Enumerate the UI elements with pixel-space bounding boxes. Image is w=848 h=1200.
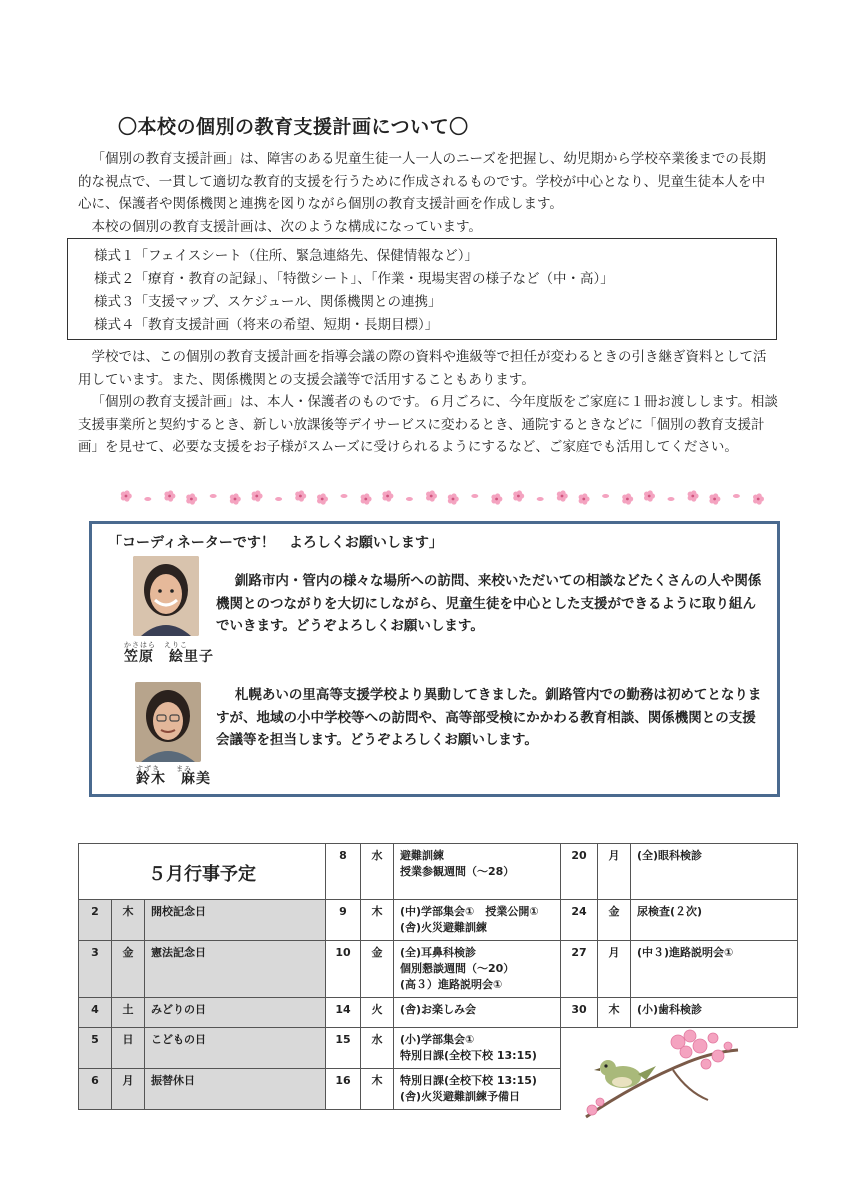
cherry-blossom-center-icon [386, 495, 389, 498]
cherry-blossom-icon [757, 493, 762, 498]
petal-icon [275, 497, 282, 501]
cherry-blossom-icon [168, 490, 173, 495]
ruby-text-1: かさはら えりこ [124, 641, 188, 649]
cal-day: 9 [326, 900, 361, 941]
cherry-blossom-center-icon [168, 495, 171, 498]
coordinator-name-2: 鈴木 麻美 [136, 771, 211, 787]
cherry-blossom-icon [255, 490, 260, 495]
cal-event-line: (高３）進路説明会① [400, 978, 503, 991]
usage-section [78, 346, 778, 459]
petal-icon [210, 494, 217, 498]
cherry-blossom-icon [386, 490, 391, 495]
cal-weekday: 木 [361, 1069, 394, 1110]
cal-weekday: 月 [598, 844, 631, 900]
cherry-blossom-center-icon [299, 495, 302, 498]
cherry-blossom-icon [451, 493, 456, 498]
cal-event: (中３)進路説明会① [631, 941, 798, 998]
cherry-blossom-icon [691, 490, 696, 495]
cal-weekday: 日 [112, 1028, 145, 1069]
cal-event: (全)眼科検診 [631, 844, 798, 900]
cal-weekday: 金 [361, 941, 394, 998]
cal-event [394, 844, 561, 900]
cherry-blossom-icon [626, 493, 631, 498]
cal-day: 16 [326, 1069, 361, 1110]
cherry-blossom-icon [233, 493, 238, 498]
person-photo-icon [133, 556, 199, 636]
cal-event-line: (全)耳鼻科検診 [400, 946, 477, 959]
cherry-blossom-divider-icon [118, 486, 768, 508]
cal-weekday: 火 [361, 998, 394, 1028]
cherry-blossom-icon [495, 493, 500, 498]
page-title: 〇本校の個別の教育支援計画について〇 [118, 116, 469, 138]
coordinator-photo-1 [133, 556, 199, 636]
cal-event [394, 900, 561, 941]
calendar-title: ５月行事予定 [79, 844, 326, 900]
petal-icon [471, 494, 478, 498]
cherry-blossom-center-icon [255, 495, 258, 498]
cal-weekday: 水 [361, 1028, 394, 1069]
cal-day: 15 [326, 1028, 361, 1069]
petal-icon [537, 497, 544, 501]
cal-event-line: (中)学部集会① 授業公開① [400, 905, 539, 918]
cherry-blossom-center-icon [757, 498, 760, 501]
coordinator-photo-2 [135, 682, 201, 762]
cal-weekday: 金 [112, 941, 145, 998]
cal-event [394, 1028, 561, 1069]
coordinator-heading: 「コーディネーターです！ よろしくお願いします」 [108, 535, 443, 551]
intro-section [78, 148, 778, 238]
usage-paragraph-1: 学校では、この個別の教育支援計画を指導会議の際の資料や進級等で担任が変わるときの引き継ぎ資料として活用しています。また、関係機関との支援会議等で活用することもあります。 [78, 349, 767, 388]
cherry-blossom-center-icon [125, 495, 128, 498]
cal-weekday: 水 [361, 844, 394, 900]
cherry-blossom-icon [124, 490, 129, 495]
form-item-1: 様式１「フェイスシート（住所、緊急連絡先、保健情報など）」 [94, 248, 478, 264]
bird-on-branch-icon [578, 1022, 743, 1122]
cal-event: (舎)お楽しみ会 [394, 998, 561, 1028]
cal-event: 開校記念日 [145, 900, 326, 941]
cal-day: 3 [79, 941, 112, 998]
cal-day: 24 [561, 900, 598, 941]
cal-weekday: 月 [598, 941, 631, 998]
cal-day: 2 [79, 900, 112, 941]
ruby-text-2: すずき まみ [136, 765, 193, 773]
cal-event: 憲法記念日 [145, 941, 326, 998]
cherry-blossom-center-icon [691, 495, 694, 498]
cal-day: 5 [79, 1028, 112, 1069]
intro-paragraph-2: 本校の個別の教育支援計画は、次のような構成になっています。 [91, 218, 482, 235]
cal-day: 14 [326, 998, 361, 1028]
cal-weekday: 金 [598, 900, 631, 941]
petal-icon [144, 497, 151, 501]
cherry-blossom-icon [582, 493, 587, 498]
cal-weekday: 木 [112, 900, 145, 941]
cherry-blossom-center-icon [234, 498, 237, 501]
cal-event [394, 941, 561, 998]
cherry-blossom-icon [713, 493, 718, 498]
cherry-blossom-icon [517, 490, 522, 495]
cherry-blossom-center-icon [582, 498, 585, 501]
cal-day: 20 [561, 844, 598, 900]
intro-paragraph-1: 「個別の教育支援計画」は、障害のある児童生徒一人一人のニーズを把握し、幼児期から学校卒業後までの長期的な視点で、一貫して適切な教育的支援を行うために作成されるものです。学校が中心となり、児童生徒本人を中心に、保護者や関係機関と連携を図りながら個別の教育支援計画を作成します。 [78, 151, 766, 212]
cherry-blossom-center-icon [648, 495, 651, 498]
petal-icon [733, 494, 740, 498]
cherry-blossom-icon [430, 490, 435, 495]
cherry-blossom-center-icon [713, 498, 716, 501]
usage-paragraph-2: 「個別の教育支援計画」は、本人・保護者のものです。６月ごろに、今年度版をご家庭に１冊お渡しします。相談支援事業所と契約するとき、新しい放課後等デイサービスに変わるとき、通院するときなどに「個別の教育支援計画」を見せて、必要な支援をお子様がスムーズに受けられるようにするなど、ご家庭でも活用してください。 [78, 394, 778, 455]
cal-event-line: 特別日課(全校下校 13:15) [400, 1049, 537, 1062]
petal-icon [602, 494, 609, 498]
cal-event: こどもの日 [145, 1028, 326, 1069]
cherry-blossom-center-icon [626, 498, 629, 501]
cherry-blossom-center-icon [517, 495, 520, 498]
cal-day: 27 [561, 941, 598, 998]
petal-icon [406, 497, 413, 501]
cal-event-line: (小)学部集会① [400, 1033, 475, 1046]
cal-day: 4 [79, 998, 112, 1028]
cal-day: 8 [326, 844, 361, 900]
cherry-blossom-center-icon [452, 498, 455, 501]
coordinator-message-2: 札幌あいの里高等支援学校より異動してきました。釧路管内での勤務は初めてとなりますが、地域の小中学校等への訪問や、高等部受検にかかわる教育相談、関係機関との支援会議等を担当します。どうぞよろしくお願いします。 [216, 687, 762, 748]
cherry-blossom-icon [364, 493, 369, 498]
petal-icon [668, 497, 675, 501]
cal-weekday: 木 [361, 900, 394, 941]
cherry-blossom-center-icon [190, 498, 193, 501]
cal-event-line: (舎)火災避難訓練 [400, 921, 488, 934]
cal-day: 6 [79, 1069, 112, 1110]
cherry-blossom-icon [560, 490, 565, 495]
cal-weekday: 土 [112, 998, 145, 1028]
petal-icon [341, 494, 348, 498]
cal-weekday: 月 [112, 1069, 145, 1110]
cherry-blossom-center-icon [364, 498, 367, 501]
cherry-blossom-center-icon [321, 498, 324, 501]
cal-day: 10 [326, 941, 361, 998]
cherry-blossom-icon [648, 490, 653, 495]
form-item-4: 様式４「教育支援計画（将来の希望、短期・長期目標）」 [94, 317, 439, 333]
cherry-blossom-icon [190, 493, 195, 498]
cherry-blossom-center-icon [495, 498, 498, 501]
cal-weekday: 木 [598, 998, 631, 1028]
cal-event [394, 1069, 561, 1110]
coordinator-message-1: 釧路市内・管内の様々な場所への訪問、来校いただいての相談などたくさんの人や関係機関とのつながりを大切にしながら、児童生徒を中心とした支援ができるように取り組んでいきます。どうぞよろしくお願いします。 [216, 573, 762, 634]
coordinator-name-1: 笠原 絵里子 [124, 649, 214, 665]
cherry-blossom-icon [299, 490, 304, 495]
cal-event-line: (舎)火災避難訓練予備日 [400, 1090, 521, 1103]
cherry-blossom-center-icon [430, 495, 433, 498]
form-item-3: 様式３「支援マップ、スケジュール、関係機関との連携」 [94, 294, 442, 310]
cherry-blossom-center-icon [561, 495, 564, 498]
cal-event: みどりの日 [145, 998, 326, 1028]
cal-event: (小)歯科検診 [631, 998, 798, 1028]
cherry-blossom-icon [321, 493, 326, 498]
cal-event: 尿検査(２次) [631, 900, 798, 941]
person-photo-icon [135, 682, 201, 762]
form-item-2: 様式２「療育・教育の記録」、「特徴シート」、「作業・現場実習の様子など（中・高）」 [94, 271, 614, 287]
cal-event-line: 授業参観週間（～28） [400, 865, 515, 878]
form-list-box [67, 238, 777, 340]
cal-event-line: 特別日課(全校下校 13:15) [400, 1074, 537, 1087]
cal-event-line: 個別懇談週間（～20） [400, 962, 515, 975]
cal-event-line: 避難訓練 [400, 849, 444, 862]
cal-event: 振替休日 [145, 1069, 326, 1110]
cal-day: 30 [561, 998, 598, 1028]
